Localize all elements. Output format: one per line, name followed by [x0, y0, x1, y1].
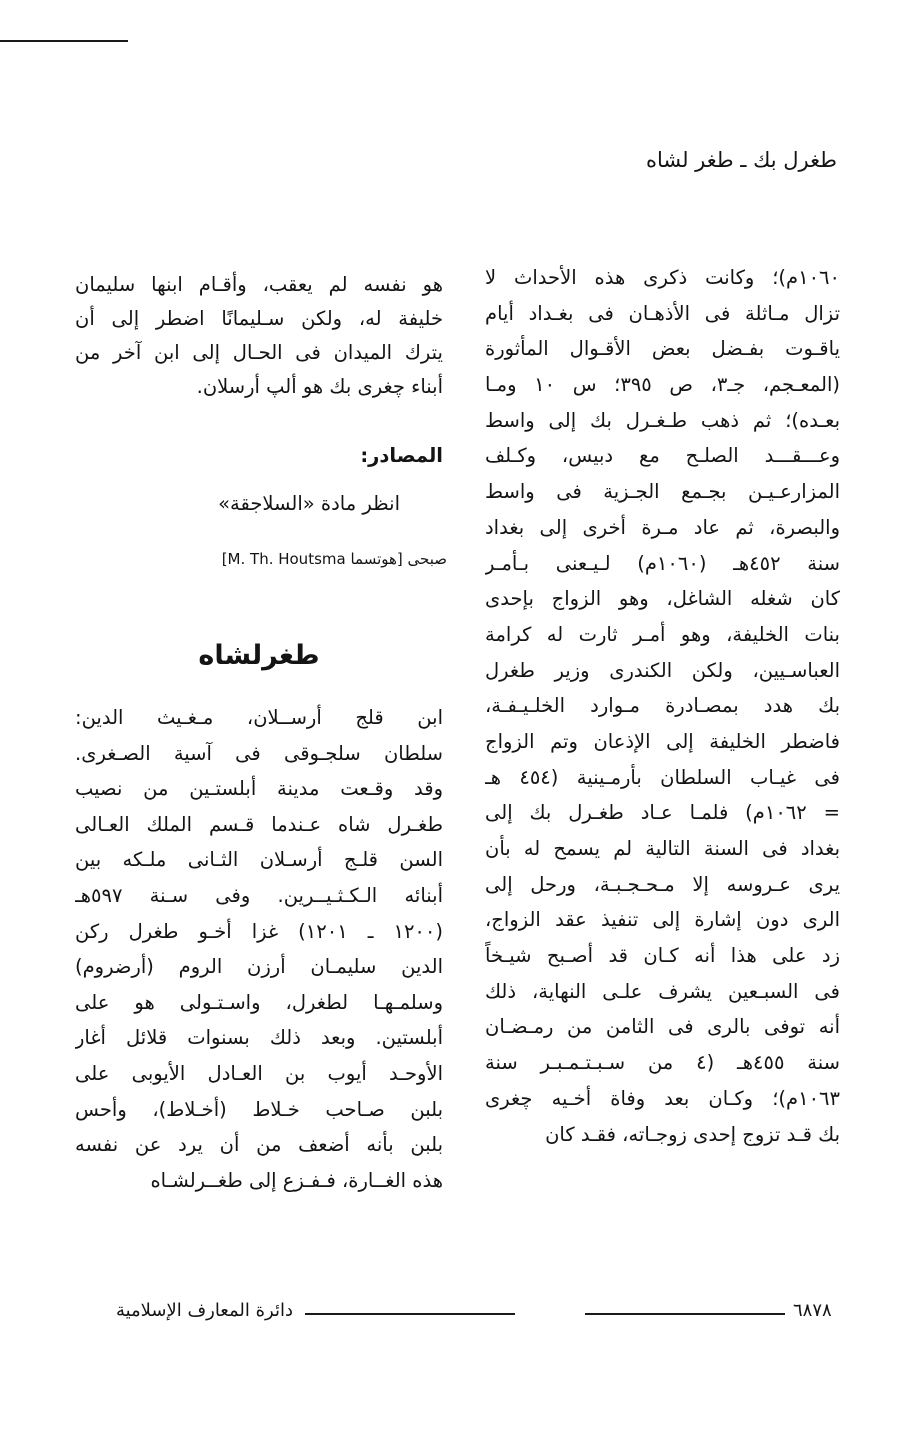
footer-rule-left: [305, 1313, 515, 1315]
left-column-article: [75, 700, 443, 1198]
text-line: العباسـيين، ولكن الكندرى وزير طغرل: [485, 658, 840, 682]
running-head: طغرل بك ـ طغر لشاه: [645, 148, 837, 172]
text-line: بلبن بأنه أضعف من أن يرد عن نفسه: [75, 1133, 443, 1157]
text-line: تزال مـاثلة فى الأذهـان فى بغـداد أيام: [485, 301, 840, 325]
article-title: طغرلشاه: [198, 640, 320, 671]
top-corner-rule: [0, 40, 128, 42]
text-line: الدين سليمـان أرزن الروم (أرضروم): [75, 955, 443, 979]
text-line: طغـرل شاه عـندما قـسم الملك العـالى: [75, 812, 443, 836]
text-line: أبنائه الـكـثـيــرين. وفى سـنة ٥٩٧هـ: [75, 883, 443, 907]
footer-rule-right: [585, 1313, 785, 1315]
sources-text: انظر مادة «السلاجقة»: [218, 492, 400, 515]
footer-title: دائرة المعارف الإسلامية: [115, 1300, 293, 1321]
sources-heading: المصادر:: [360, 444, 443, 467]
text-line: فى السبـعين يشرف علـى النهاية، ذلك: [485, 979, 840, 1003]
text-line: ابن قلج أرســلان، مـغـيث الدين:: [75, 706, 443, 729]
text-line: ١٠٦٣م)؛ وكـان بعد وفاة أخـيه چغرى: [485, 1086, 840, 1110]
text-line: بك هدد بمصـادرة مـوارد الخلـيـفـة،: [485, 694, 840, 718]
text-line: = ١٠٦٢م) فلمـا عـاد طغـرل بك إلى: [485, 801, 840, 825]
text-line: أبلستين. وبعد ذلك بسنوات قلائل أغار: [75, 1026, 443, 1050]
text-line: أبناء چغرى بك هو ألپ أرسلان.: [196, 375, 443, 398]
text-line: ١٠٦٠م)؛ وكانت ذكرى هذه الأحداث لا: [485, 266, 840, 289]
text-line: فاضطر الخليفة إلى الإذعان وتم الزواج: [485, 729, 840, 753]
text-line: سنة ٤٥٢هـ (١٠٦٠م) لـيـعنى بـأمـر: [485, 551, 840, 575]
text-line: بلبن صـاحب خـلاط (أخـلاط)، وأحس: [75, 1097, 443, 1121]
text-line: بك قـد تزوج إحدى زوجـاته، فقـد كان: [545, 1122, 840, 1146]
text-line: الأوحـد أيوب بن العـادل الأيوبى على: [75, 1061, 443, 1085]
text-line: هو نفسه لم يعقب، وأقـام ابنها سليمان: [75, 273, 443, 296]
text-line: وسلمـهـا لطغرل، واسـتـولى هو على: [75, 990, 443, 1014]
text-line: سلطان سلجـوقى فى آسية الصـغرى.: [75, 741, 443, 765]
text-line: الرى دون إشارة إلى تنفيذ عقد الزواج،: [485, 908, 840, 932]
text-line: فى غيـاب السلطان بأرمـينية (٤٥٤ هـ: [485, 765, 840, 789]
text-line: سنة ٤٥٥هـ (٤ من سـبـتـمـبـر سنة: [485, 1051, 840, 1075]
right-column: [485, 260, 840, 1152]
text-line: أنه توفى بالرى فى الثامن من رمـضـان: [485, 1015, 840, 1039]
text-line: زد على هذا أنه كـان قد أصـبح شيـخاً: [485, 944, 840, 968]
left-column-top: [75, 268, 443, 404]
text-line: يترك الميدان فى الحـال إلى ابن آخر من: [75, 341, 443, 364]
text-line: المزارعـيـن بجـمع الجـزية فى واسط: [485, 480, 840, 504]
text-line: هذه الغــارة، فـفـزع إلى طغــرلشـاه: [150, 1168, 443, 1192]
text-line: يرى عـروسه إلا مـحـجـبـة، ورحل إلى: [485, 872, 840, 896]
text-line: وعـــقـــد الصلـح مع دبيس، وكـلف: [485, 444, 840, 468]
text-line: خليفة له، ولكن سـليمانًا اضطر إلى أن: [75, 307, 443, 330]
text-line: والبصرة، ثم عاد مـرة أخرى إلى بغداد: [485, 515, 840, 539]
text-line: كان شغله الشاغل، وهو الزواج بإحدى: [485, 587, 840, 611]
text-line: (المعـجم، جـ٣، ص ٣٩٥؛ س ١٠ ومـا: [485, 373, 840, 397]
text-line: السن قلـج أرسـلان الثـانى ملـكه بين: [75, 848, 443, 872]
author-signature: صبحى [هوتسما M. Th. Houtsma]: [221, 550, 447, 568]
text-line: بنات الخليفة، وهو أمـر ثارت له كرامة: [485, 622, 840, 646]
text-line: وقد وقـعت مدينة أبلستـين من نصيب: [75, 777, 443, 801]
text-line: (١٢٠٠ ـ ١٢٠١) غزا أخـو طغرل ركن: [75, 919, 443, 943]
text-line: ياقـوت بفـضل بعض الأقـوال المأثورة: [485, 337, 840, 361]
text-line: بعـده)؛ ثم ذهب طـغـرل بك إلى واسط: [485, 408, 840, 432]
text-line: بغداد فى السنة التالية لم يسمح له بأن: [485, 837, 840, 860]
page-number: ٦٨٧٨: [793, 1300, 832, 1321]
